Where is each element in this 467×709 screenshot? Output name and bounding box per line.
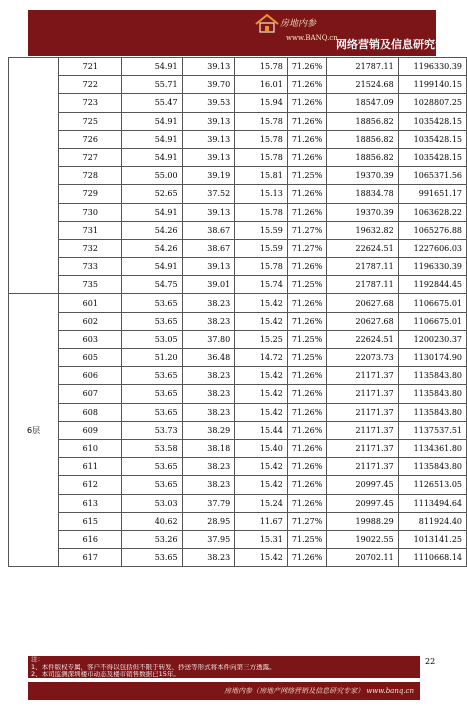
- unit-price-cell: 21171.37: [327, 421, 398, 439]
- area-shared-cell: 15.42: [235, 403, 288, 421]
- unit-price-cell: 22073.73: [327, 349, 398, 367]
- area-shared-cell: 15.42: [235, 549, 288, 567]
- usage-rate-cell: 71.26%: [287, 294, 327, 312]
- area-total-cell: 54.26: [122, 239, 182, 257]
- area-inner-cell: 37.80: [182, 330, 235, 348]
- area-shared-cell: 15.24: [235, 494, 288, 512]
- usage-rate-cell: 71.26%: [287, 76, 327, 94]
- total-price-cell: 1199140.15: [398, 76, 466, 94]
- room-number-cell: 723: [59, 94, 122, 112]
- floor-cell: 6层: [9, 294, 59, 567]
- site-name: 房地内参: [280, 19, 317, 29]
- unit-price-cell: 21787.11: [327, 276, 398, 294]
- unit-price-cell: 21171.37: [327, 367, 398, 385]
- note-monitoring: 2、本司监测深圳楼市动态及楼市销售数据已15年。: [31, 671, 180, 678]
- area-total-cell: 55.47: [122, 94, 182, 112]
- usage-rate-cell: 71.26%: [287, 148, 327, 166]
- table-row: [9, 330, 467, 348]
- room-number-cell: 616: [59, 530, 122, 548]
- usage-rate-cell: 71.26%: [287, 549, 327, 567]
- area-total-cell: 54.91: [122, 58, 182, 76]
- area-total-cell: 53.73: [122, 421, 182, 439]
- usage-rate-cell: 71.25%: [287, 349, 327, 367]
- room-number-cell: 729: [59, 185, 122, 203]
- room-number-cell: 735: [59, 276, 122, 294]
- area-inner-cell: 38.23: [182, 549, 235, 567]
- area-inner-cell: 38.23: [182, 385, 235, 403]
- area-shared-cell: 15.78: [235, 58, 288, 76]
- area-inner-cell: 36.48: [182, 349, 235, 367]
- area-inner-cell: 37.95: [182, 530, 235, 548]
- area-total-cell: 53.65: [122, 458, 182, 476]
- total-price-cell: 1200230.37: [398, 330, 466, 348]
- total-price-cell: 1137537.51: [398, 421, 466, 439]
- notes-heading: 注：: [31, 656, 44, 663]
- footer-brand: 房地内参（房地产网络营销及信息研究专家） www.banq.cn: [28, 682, 420, 700]
- unit-price-cell: 22624.51: [327, 330, 398, 348]
- usage-rate-cell: 71.26%: [287, 439, 327, 457]
- unit-price-cell: 18856.82: [327, 148, 398, 166]
- usage-rate-cell: 71.26%: [287, 130, 327, 148]
- usage-rate-cell: 71.26%: [287, 258, 327, 276]
- area-shared-cell: 15.42: [235, 476, 288, 494]
- usage-rate-cell: 71.26%: [287, 494, 327, 512]
- unit-price-cell: 19988.29: [327, 512, 398, 530]
- area-shared-cell: 15.94: [235, 94, 288, 112]
- area-total-cell: 53.65: [122, 294, 182, 312]
- area-shared-cell: 15.31: [235, 530, 288, 548]
- table-row: [9, 221, 467, 239]
- unit-price-cell: 19370.39: [327, 167, 398, 185]
- table-row: [9, 276, 467, 294]
- usage-rate-cell: 71.26%: [287, 367, 327, 385]
- total-price-cell: 1192844.45: [398, 276, 466, 294]
- usage-rate-cell: 71.25%: [287, 167, 327, 185]
- table-row: [9, 403, 467, 421]
- unit-price-cell: 21171.37: [327, 403, 398, 421]
- unit-price-cell: 20997.45: [327, 476, 398, 494]
- area-total-cell: 51.20: [122, 349, 182, 367]
- site-url: www.BANQ.cn: [286, 34, 338, 42]
- table-row: [9, 58, 467, 76]
- usage-rate-cell: 71.26%: [287, 476, 327, 494]
- area-shared-cell: 15.13: [235, 185, 288, 203]
- room-number-cell: 611: [59, 458, 122, 476]
- footer-notes: [28, 656, 420, 678]
- total-price-cell: 1134361.80: [398, 439, 466, 457]
- area-total-cell: 54.91: [122, 148, 182, 166]
- usage-rate-cell: 71.25%: [287, 530, 327, 548]
- area-shared-cell: 15.74: [235, 276, 288, 294]
- usage-rate-cell: 71.25%: [287, 330, 327, 348]
- area-shared-cell: 15.59: [235, 221, 288, 239]
- table-row: [9, 530, 467, 548]
- area-total-cell: 53.03: [122, 494, 182, 512]
- area-inner-cell: 38.67: [182, 239, 235, 257]
- room-number-cell: 733: [59, 258, 122, 276]
- room-number-cell: 605: [59, 349, 122, 367]
- area-inner-cell: 28.95: [182, 512, 235, 530]
- area-shared-cell: 15.59: [235, 239, 288, 257]
- area-inner-cell: 39.70: [182, 76, 235, 94]
- room-number-cell: 722: [59, 76, 122, 94]
- area-total-cell: 53.65: [122, 367, 182, 385]
- unit-price-cell: 18547.09: [327, 94, 398, 112]
- page-number: 22: [425, 657, 436, 666]
- table-row: [9, 76, 467, 94]
- area-inner-cell: 37.52: [182, 185, 235, 203]
- area-inner-cell: 38.29: [182, 421, 235, 439]
- unit-price-cell: 18834.78: [327, 185, 398, 203]
- usage-rate-cell: 71.26%: [287, 185, 327, 203]
- area-shared-cell: 15.40: [235, 439, 288, 457]
- room-number-cell: 726: [59, 130, 122, 148]
- usage-rate-cell: 71.26%: [287, 403, 327, 421]
- usage-rate-cell: 71.26%: [287, 203, 327, 221]
- total-price-cell: 1135843.80: [398, 403, 466, 421]
- total-price-cell: 1135843.80: [398, 458, 466, 476]
- area-shared-cell: 14.72: [235, 349, 288, 367]
- table-row: [9, 203, 467, 221]
- area-inner-cell: 39.01: [182, 276, 235, 294]
- table-row: [9, 367, 467, 385]
- area-total-cell: 53.26: [122, 530, 182, 548]
- area-shared-cell: 15.78: [235, 148, 288, 166]
- area-total-cell: 54.75: [122, 276, 182, 294]
- total-price-cell: 1130174.90: [398, 349, 466, 367]
- area-total-cell: 53.65: [122, 403, 182, 421]
- area-inner-cell: 39.13: [182, 58, 235, 76]
- area-total-cell: 54.91: [122, 258, 182, 276]
- area-total-cell: 52.65: [122, 185, 182, 203]
- unit-price-cell: 20997.45: [327, 494, 398, 512]
- unit-price-cell: 22624.51: [327, 239, 398, 257]
- room-number-cell: 608: [59, 403, 122, 421]
- area-total-cell: 40.62: [122, 512, 182, 530]
- area-total-cell: 54.91: [122, 112, 182, 130]
- room-number-cell: 615: [59, 512, 122, 530]
- total-price-cell: 1063628.22: [398, 203, 466, 221]
- unit-price-cell: 19370.39: [327, 203, 398, 221]
- area-shared-cell: 15.78: [235, 258, 288, 276]
- area-inner-cell: 37.79: [182, 494, 235, 512]
- area-inner-cell: 38.23: [182, 312, 235, 330]
- table-row: [9, 549, 467, 567]
- table-row: [9, 476, 467, 494]
- house-logo-icon: [254, 12, 280, 34]
- table-row: [9, 148, 467, 166]
- area-inner-cell: 38.23: [182, 367, 235, 385]
- total-price-cell: 1028807.25: [398, 94, 466, 112]
- table-row: [9, 239, 467, 257]
- table-row: [9, 421, 467, 439]
- area-shared-cell: 11.67: [235, 512, 288, 530]
- total-price-cell: 1135843.80: [398, 367, 466, 385]
- table-row: [9, 512, 467, 530]
- area-total-cell: 54.26: [122, 221, 182, 239]
- room-number-cell: 731: [59, 221, 122, 239]
- area-inner-cell: 38.23: [182, 476, 235, 494]
- total-price-cell: 1035428.15: [398, 112, 466, 130]
- area-shared-cell: 15.42: [235, 367, 288, 385]
- area-total-cell: 55.00: [122, 167, 182, 185]
- total-price-cell: 1035428.15: [398, 148, 466, 166]
- total-price-cell: 811924.40: [398, 512, 466, 530]
- area-inner-cell: 38.23: [182, 294, 235, 312]
- total-price-cell: 1135843.80: [398, 385, 466, 403]
- table-row: [9, 185, 467, 203]
- area-inner-cell: 39.19: [182, 167, 235, 185]
- usage-rate-cell: 71.26%: [287, 94, 327, 112]
- area-shared-cell: 15.44: [235, 421, 288, 439]
- room-number-cell: 612: [59, 476, 122, 494]
- usage-rate-cell: 71.27%: [287, 239, 327, 257]
- table-row: [9, 130, 467, 148]
- total-price-cell: 1110668.14: [398, 549, 466, 567]
- unit-price-cell: 18856.82: [327, 130, 398, 148]
- unit-price-cell: 21524.68: [327, 76, 398, 94]
- usage-rate-cell: 71.25%: [287, 276, 327, 294]
- area-inner-cell: 39.13: [182, 258, 235, 276]
- area-shared-cell: 15.42: [235, 294, 288, 312]
- total-price-cell: 1113494.64: [398, 494, 466, 512]
- area-shared-cell: 15.78: [235, 112, 288, 130]
- area-inner-cell: 39.13: [182, 203, 235, 221]
- unit-price-table: [8, 57, 467, 567]
- area-total-cell: 53.65: [122, 312, 182, 330]
- room-number-cell: 601: [59, 294, 122, 312]
- area-inner-cell: 38.23: [182, 403, 235, 421]
- unit-price-cell: 21171.37: [327, 385, 398, 403]
- area-shared-cell: 15.25: [235, 330, 288, 348]
- area-total-cell: 54.91: [122, 203, 182, 221]
- area-shared-cell: 15.42: [235, 458, 288, 476]
- room-number-cell: 721: [59, 58, 122, 76]
- unit-price-cell: 20627.68: [327, 294, 398, 312]
- total-price-cell: 1126513.05: [398, 476, 466, 494]
- table-row: [9, 294, 467, 312]
- usage-rate-cell: 71.27%: [287, 221, 327, 239]
- room-number-cell: 617: [59, 549, 122, 567]
- unit-price-cell: 18856.82: [327, 112, 398, 130]
- usage-rate-cell: 71.26%: [287, 458, 327, 476]
- area-total-cell: 53.05: [122, 330, 182, 348]
- research-title: 网络营销及信息研究专家: [336, 38, 457, 51]
- table-row: [9, 112, 467, 130]
- table-row: [9, 94, 467, 112]
- area-inner-cell: 38.67: [182, 221, 235, 239]
- unit-price-cell: 21787.11: [327, 58, 398, 76]
- table-row: [9, 312, 467, 330]
- table-row: [9, 458, 467, 476]
- room-number-cell: 610: [59, 439, 122, 457]
- area-total-cell: 55.71: [122, 76, 182, 94]
- header-banner: [28, 10, 457, 56]
- note-copyright: 1、本件版权专属，客户不得以包括但不限于转发、抄送等形式将本件向第三方透露。: [31, 663, 276, 671]
- area-inner-cell: 39.53: [182, 94, 235, 112]
- unit-price-cell: 20702.11: [327, 549, 398, 567]
- area-total-cell: 54.91: [122, 130, 182, 148]
- total-price-cell: 1065276.88: [398, 221, 466, 239]
- total-price-cell: 1106675.01: [398, 294, 466, 312]
- room-number-cell: 602: [59, 312, 122, 330]
- area-total-cell: 53.65: [122, 476, 182, 494]
- table-row: [9, 439, 467, 457]
- usage-rate-cell: 71.26%: [287, 421, 327, 439]
- area-total-cell: 53.65: [122, 385, 182, 403]
- area-inner-cell: 39.13: [182, 130, 235, 148]
- room-number-cell: 607: [59, 385, 122, 403]
- area-inner-cell: 39.13: [182, 148, 235, 166]
- room-number-cell: 728: [59, 167, 122, 185]
- room-number-cell: 725: [59, 112, 122, 130]
- table-row: [9, 349, 467, 367]
- total-price-cell: 1013141.25: [398, 530, 466, 548]
- unit-price-cell: 21171.37: [327, 458, 398, 476]
- area-shared-cell: 16.01: [235, 76, 288, 94]
- room-number-cell: 732: [59, 239, 122, 257]
- area-shared-cell: 15.78: [235, 130, 288, 148]
- table-row: [9, 167, 467, 185]
- total-price-cell: 1227606.03: [398, 239, 466, 257]
- total-price-cell: 991651.17: [398, 185, 466, 203]
- area-shared-cell: 15.78: [235, 203, 288, 221]
- unit-price-cell: 19632.82: [327, 221, 398, 239]
- usage-rate-cell: 71.26%: [287, 312, 327, 330]
- unit-price-cell: 21171.37: [327, 439, 398, 457]
- area-shared-cell: 15.81: [235, 167, 288, 185]
- area-shared-cell: 15.42: [235, 385, 288, 403]
- table-row: [9, 385, 467, 403]
- table-row: [9, 494, 467, 512]
- area-inner-cell: 38.18: [182, 439, 235, 457]
- unit-price-cell: 21787.11: [327, 258, 398, 276]
- total-price-cell: 1065371.56: [398, 167, 466, 185]
- room-number-cell: 730: [59, 203, 122, 221]
- usage-rate-cell: 71.27%: [287, 512, 327, 530]
- area-inner-cell: 39.13: [182, 112, 235, 130]
- usage-rate-cell: 71.26%: [287, 112, 327, 130]
- unit-price-cell: 20627.68: [327, 312, 398, 330]
- total-price-cell: 1196330.39: [398, 58, 466, 76]
- area-total-cell: 53.65: [122, 549, 182, 567]
- area-total-cell: 53.58: [122, 439, 182, 457]
- unit-price-cell: 19022.55: [327, 530, 398, 548]
- usage-rate-cell: 71.26%: [287, 58, 327, 76]
- room-number-cell: 613: [59, 494, 122, 512]
- floor-cell: [9, 58, 59, 294]
- area-shared-cell: 15.42: [235, 312, 288, 330]
- table-row: [9, 258, 467, 276]
- area-inner-cell: 38.23: [182, 458, 235, 476]
- room-number-cell: 609: [59, 421, 122, 439]
- room-number-cell: 606: [59, 367, 122, 385]
- usage-rate-cell: 71.26%: [287, 385, 327, 403]
- total-price-cell: 1035428.15: [398, 130, 466, 148]
- total-price-cell: 1106675.01: [398, 312, 466, 330]
- room-number-cell: 727: [59, 148, 122, 166]
- room-number-cell: 603: [59, 330, 122, 348]
- total-price-cell: 1196330.39: [398, 258, 466, 276]
